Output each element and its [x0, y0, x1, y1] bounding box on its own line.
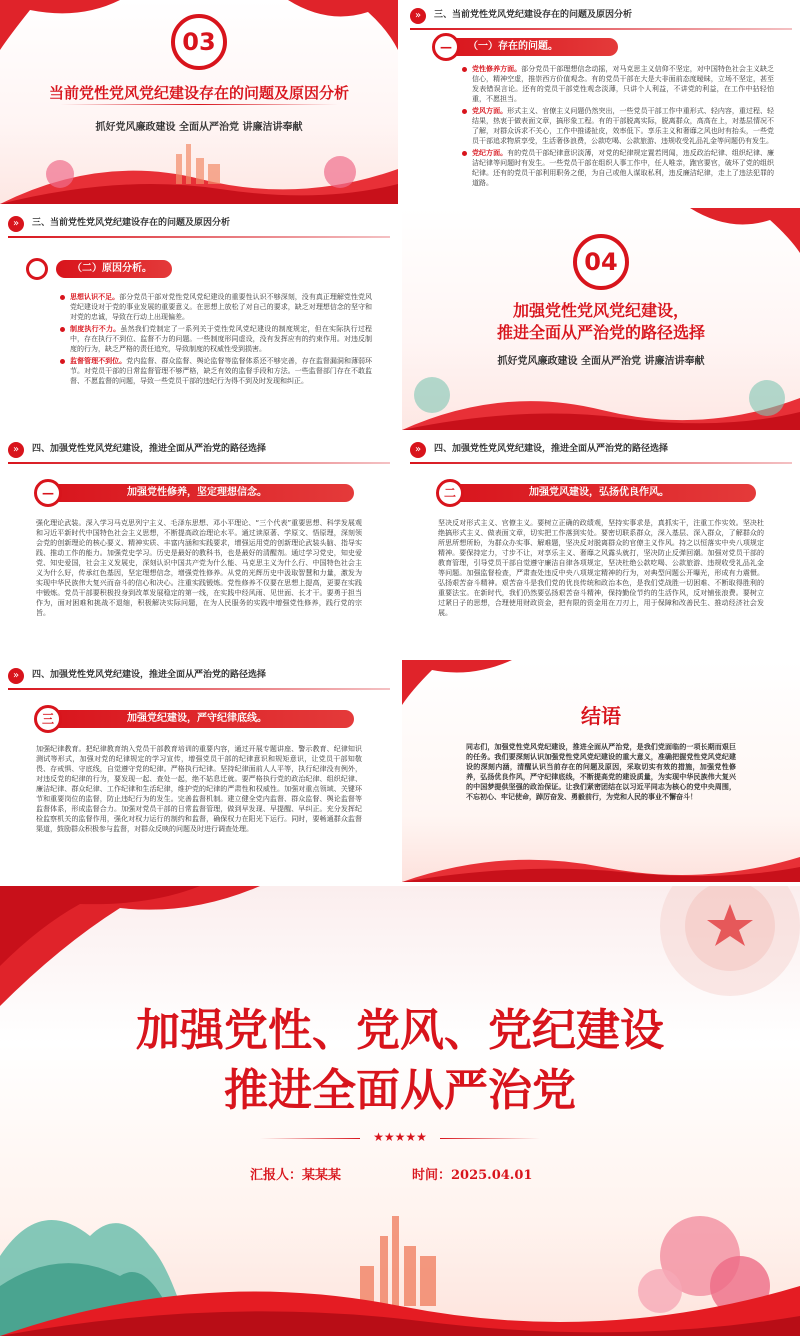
slide-header: [402, 434, 800, 466]
section-pill-label: 加强党风建设，弘扬优良作风。: [529, 487, 669, 498]
section-pill-label: （二）原因分析。: [72, 263, 152, 274]
section-pill-number: —: [432, 33, 460, 61]
section-pill: [40, 484, 354, 502]
section-pill-label: 加强党性修养，坚定理想信念。: [127, 487, 267, 498]
conclusion-title: 结语: [581, 704, 621, 728]
section-pill: [56, 260, 172, 278]
slide-causes[interactable]: [0, 208, 398, 430]
landscape-decoration: [0, 1176, 800, 1336]
section-pill-label: （一）存在的问题。: [468, 41, 558, 52]
skyline-decoration: [402, 832, 800, 882]
path-two-text: 坚决反对形式主义、官僚主义。要树立正确的政绩观，坚持实事求是，真抓实干，注重工作实效。坚决杜绝搞形式主义、做表面文章，切实把工作落到实处。要密切联系群众，深入基层、深入群众，了解群众的所思所想所盼，为群众办实事、解难题，坚决反对脱离群众的官僚主义作风。持之以恒落实中央八项规定精神。要保持定力，寸步不让，对享乐主义、奢靡之风露头就打，坚决防止反弹回潮。加强对党员干部的教育管理，引导党员干部自觉遵守廉洁自律各项规定，坚决杜绝公款吃喝、公款旅游、违规收受礼品礼金等问题。加强监督检查，严肃查处违反中央八项规定精神的行为，对典型问题公开曝光，形成有力震慑。弘扬艰苦奋斗精神。艰苦奋斗是我们党的优良传统和政治本色，是我们党战胜一切困难、不断取得胜利的重要法宝。在新时代，我们仍然要弘扬艰苦奋斗精神，保持勤俭节约的生活作风，反对铺张浪费。要树立过紧日子的思想，合理使用财政资金，把有限的资金用在刀刃上，用于保障和改善民生、推动经济社会发展。: [438, 519, 764, 617]
header-rule: [410, 28, 792, 30]
list-item: 党性修养方面。部分党员干部理想信念动摇，对马克思主义信仰不坚定，对中国特色社会主义缺乏信心，精神空虚，推崇西方价值观念。有的党员干部在大是大非面前态度暧昧，立场不坚定，甚至发表错误言论。还有的党员干部党性观念淡薄，只讲个人利益，不讲党的利益，在工作中拈轻怕重，不愿担当。: [462, 64, 774, 104]
flag-decoration-right: [288, 0, 398, 50]
header-rule: [8, 688, 390, 690]
chevron-right-icon: »: [8, 442, 24, 458]
path-three-text: 加强纪律教育。把纪律教育纳入党员干部教育培训的重要内容，通过开展专题讲座、警示教育、纪律知识测试等形式，加强对党的纪律规定的学习宣传，增强党员干部的纪律意识和规矩意识，让党员干部知敬畏、存戒惧、守底线，自觉遵守党的纪律。严格执行纪律。坚持纪律面前人人平等，执行纪律没有例外，对违反党的纪律的行为，要发现一起、查处一起，绝不姑息迁就。要严格执行党的政治纪律、组织纪律、廉洁纪律、群众纪律、工作纪律和生活纪律，维护党的纪律的严肃性和权威性。加强对重点领域、关键环节和重要岗位的监督，防止违纪行为的发生。完善监督机制。建立健全党内监督、群众监督、舆论监督等监督体系，形成监督合力。加强对党员干部的日常监督管理，做到早发现、早提醒、早纠正。充分发挥纪检监察机关的监督作用，强化对权力运行的制约和监督，确保权力在阳光下运行。同时，要畅通群众监督渠道，鼓励群众积极参与监督，对群众反映的问题及时进行调查处理。: [36, 745, 362, 833]
slide-section-03[interactable]: [0, 0, 398, 204]
time-label: 时间：2025.04.01: [412, 1168, 533, 1183]
list-item: 思想认识不足。部分党员干部对党性党风党纪建设的重要性认识不够深刻，没有真正理解党性党风党纪建设对于党的事业发展的重要意义。在思想上放松了对自己的要求，缺乏对理想信念的坚守和对党的忠诚，导致在行动上出现偏差。: [60, 292, 372, 322]
star-icon: ★★★★★: [373, 1130, 427, 1144]
list-item: 制度执行不力。虽然我们党制定了一系列关于党性党风党纪建设的制度规定，但在实际执行过程中，存在执行不到位、监督不力的问题。一些制度形同虚设，没有发挥应有的约束作用。对违反制度的行为，缺乏严格的责任追究，导致制度的权威性受到损害。: [60, 324, 372, 354]
section-subtitle: 抓好党风廉政建设 全面从严治党 讲廉洁讲奉献: [95, 122, 303, 133]
flag-decoration: [690, 208, 800, 253]
slide-header-title: 四、加强党性党风党纪建设，推进全面从严治党的路径选择: [434, 444, 669, 454]
flag-decoration: [0, 886, 260, 1006]
section-pill-number: —: [34, 479, 62, 507]
slide-path-three[interactable]: [0, 660, 398, 882]
cover-title-line1: 加强党性、党风、党纪建设: [136, 1005, 664, 1056]
title-underline: [60, 104, 338, 105]
section-pill: [40, 710, 354, 728]
slide-header: [0, 660, 398, 692]
section-pill-number: 二: [436, 479, 464, 507]
chevron-right-icon: »: [8, 216, 24, 232]
list-item: 党纪方面。有的党员干部纪律意识淡薄，对党的纪律规定置若罔闻，违反政治纪律、组织纪律、廉洁纪律等问题时有发生。一些党员干部在组织人事工作中，任人唯亲，跑官要官，破坏了党的组织纪律。还有的党员干部利用职务之便，为自己或他人谋取私利，违反廉洁纪律，走上了违法犯罪的道路。: [462, 148, 774, 188]
flag-decoration: [402, 660, 512, 705]
stars-divider: [260, 1132, 540, 1146]
causes-list: [60, 292, 372, 388]
slide-header: [0, 434, 398, 466]
header-rule: [8, 462, 390, 464]
list-item: 监督管理不到位。党内监督、群众监督、舆论监督等监督体系还不够完善，存在监督漏洞和薄弱环节。对党员干部的日常监督管理不够严格，缺乏有效的监督手段和方法。一些监督部门存在不敢监督、不愿监督的问题，导致一些党员干部的违纪行为得不到及时发现和纠正。: [60, 356, 372, 386]
section-pill-number: 三: [34, 705, 62, 733]
chevron-right-icon: »: [8, 668, 24, 684]
skyline-decoration: [402, 370, 800, 430]
section-title: 当前党性党风党纪建设存在的问题及原因分析: [48, 84, 349, 102]
slide-path-two[interactable]: [402, 434, 800, 656]
chevron-right-icon: »: [410, 8, 426, 24]
section-number-badge: 03: [171, 14, 227, 70]
slide-header: [0, 208, 398, 240]
slide-conclusion[interactable]: [402, 660, 800, 882]
path-one-text: 强化理论武装。深入学习马克思列宁主义、毛泽东思想、邓小平理论、“三个代表”重要思想、科学发展观和习近平新时代中国特色社会主义思想，不断提高政治理论水平。通过读原著、学原文、悟原理，深刻领会党的创新理论的核心要义、精神实质、丰富内涵和实践要求，增强运用党的创新理论武装头脑、指导实践、推动工作的能力。加强党史学习。历史是最好的教科书，也是最好的清醒剂。通过学习党史，知史爱党、知史爱国，社会主义发展史，深刻认识中国共产党为什么能、马克思主义为什么行、中国特色社会主义为什么好，传承红色基因，坚定理想信念，增强党性修养。从党的光辉历史中汲取智慧和力量，激发为实现中华民族伟大复兴而奋斗的信心和决心。注重实践锻炼。党性修养不仅要在思想上提高，更要在实践中锻炼。党员干部要积极投身到改革发展稳定的第一线，在实践中经风雨、见世面、长才干。要勇于担当作为，面对困难和挑战不退缩，积极解决实际问题，在为人民服务的实践中增强党性修养，践行党的宗旨。: [36, 519, 362, 617]
slide-section-04[interactable]: [402, 208, 800, 430]
section-subtitle: 抓好党风廉政建设 全面从严治党 讲廉洁讲奉献: [497, 356, 705, 367]
slide-path-one[interactable]: [0, 434, 398, 656]
chevron-right-icon: »: [410, 442, 426, 458]
conclusion-text: 同志们，加强党性党风党纪建设，推进全面从严治党，是我们党面临的一项长期而艰巨的任务。我们要深刻认识加强党性党风党纪建设的重大意义，准确把握党性党风党纪建设的深刻内涵，清醒认识当前存在的问题及原因，采取切实有效的措施，加强党性修养，弘扬优良作风，严守纪律底线，不断提高党的建设质量，为实现中华民族伟大复兴的中国梦提供坚强的政治保证。让我们紧密团结在以习近平同志为核心的党中央周围，不忘初心、牢记使命，踔厉奋发、勇毅前行，为党和人民的事业不懈奋斗！: [466, 743, 736, 801]
section-pill: [442, 484, 756, 502]
slide-header-title: 四、加强党性党风党纪建设，推进全面从严治党的路径选择: [32, 444, 267, 454]
section-number-badge: 04: [573, 234, 629, 290]
section-pill-label: 加强党纪建设，严守纪律底线。: [127, 713, 267, 724]
slide-header-title: 四、加强党性党风党纪建设，推进全面从严治党的路径选择: [32, 670, 267, 680]
header-rule: [410, 462, 792, 464]
cover-title-line2: 推进全面从严治党: [224, 1065, 576, 1116]
cover-slide[interactable]: [0, 886, 800, 1336]
section-title-line2: 推进全面从严治党的路径选择: [496, 323, 705, 342]
list-item: 党风方面。形式主义、官僚主义问题仍然突出，一些党员干部工作中重形式、轻内容，重过程、轻结果，热衷于做表面文章，搞形象工程。有的干部脱离实际，脱离群众，高高在上，对基层情况不了解，对群众诉求不关心，工作中推诿扯皮，效率低下。享乐主义和奢靡之风也时有抬头，一些党员干部追求物质享受，生活奢侈浪费，公款吃喝、公款旅游、违规收受礼品礼金等问题仍有发生。: [462, 106, 774, 146]
problems-list: [462, 64, 774, 190]
flag-decoration: [0, 0, 120, 50]
slide-header-title: 三、当前党性党风党纪建设存在的问题及原因分析: [434, 10, 633, 20]
section-title-line1: 加强党性党风党纪建设，: [512, 301, 689, 320]
slide-problems[interactable]: [402, 0, 800, 204]
slide-header: [402, 0, 800, 32]
reporter-label: 汇报人：某某某: [250, 1168, 342, 1183]
slide-header-title: 三、当前党性党风党纪建设存在的问题及原因分析: [32, 218, 231, 228]
skyline-decoration: [0, 134, 398, 204]
section-pill: [438, 38, 618, 56]
header-rule: [8, 236, 390, 238]
section-dot: [26, 258, 48, 280]
